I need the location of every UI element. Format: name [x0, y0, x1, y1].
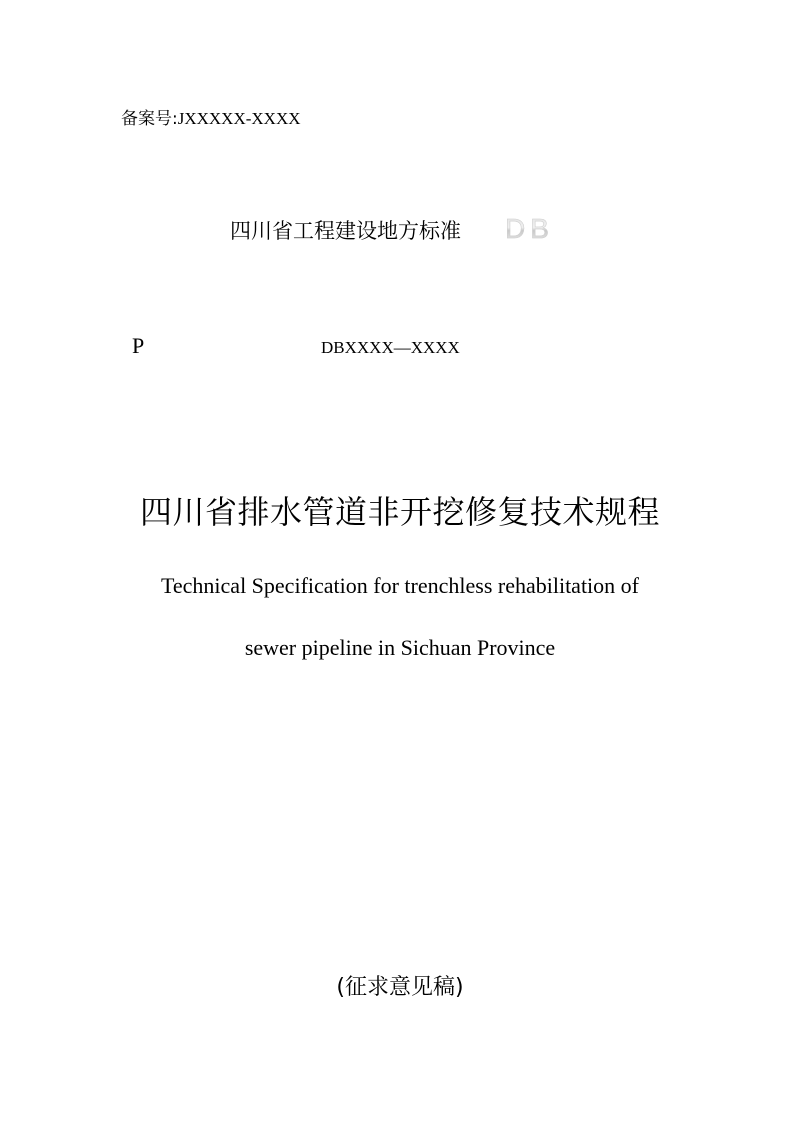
- standard-category: 四川省工程建设地方标准: [230, 219, 461, 243]
- record-number-label: 备案号:: [121, 109, 178, 129]
- document-title-chinese: 四川省排水管道非开挖修复技术规程: [139, 493, 660, 531]
- document-title-english-line-1: Technical Specification for trenchless rehabilitation of: [161, 573, 639, 598]
- classification-letter: P: [132, 333, 145, 358]
- document-title-english-line-2: sewer pipeline in Sichuan Province: [244, 635, 556, 660]
- standard-number: DBXXXX—XXXX: [321, 338, 460, 357]
- db-logo-icon: DB: [505, 213, 554, 244]
- record-number-code: JXXXXX-XXXX: [177, 109, 301, 128]
- record-number: [121, 108, 301, 130]
- draft-status-label: (征求意见稿): [336, 975, 464, 1000]
